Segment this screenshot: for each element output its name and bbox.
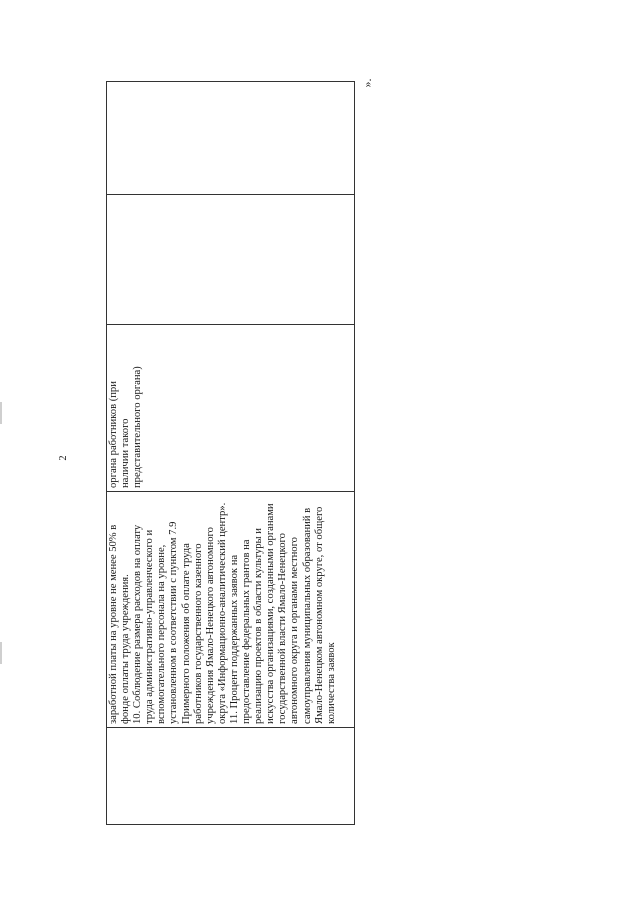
table-cell-empty [107, 195, 355, 325]
text-line: округа «Информационно-аналитический центр». [216, 502, 228, 724]
text-line: количества заявок [325, 642, 337, 724]
text-line: работников государственного казенного [192, 543, 204, 724]
text-line: 11. Процент поддержанных заявок на [228, 554, 240, 724]
text-line: предоставление федеральных грантов на [241, 539, 253, 724]
scan-edge-mark [0, 642, 2, 664]
table-cell-empty [107, 82, 355, 195]
scan-edge-mark [0, 402, 2, 424]
rotated-table [106, 81, 355, 825]
text-line: установленном в соответствии с пунктом 7.9 [168, 521, 180, 724]
text-line: 10. Соблюдение размера расходов на оплату [132, 524, 144, 724]
table-row [107, 82, 355, 825]
text-line: представительного органа) [132, 366, 144, 488]
text-line: самоуправления муниципальных образований в [301, 507, 313, 724]
text-line: учреждения Ямало-Ненецкого автономного [204, 527, 216, 724]
text-line: органа работников (при [108, 381, 119, 488]
table-cell-indicators [107, 492, 355, 728]
indicators-text [108, 495, 338, 724]
text-line: заработной платы на уровне не менее 50% в [108, 524, 119, 724]
text-line: труда административно-управленческого и [144, 529, 156, 724]
table-cell-empty [107, 728, 355, 825]
text-line: государственной власти Ямало-Ненецкого [277, 533, 289, 724]
text-line: фонде оплаты труда учреждения. [120, 574, 132, 724]
page-number: 2 [58, 455, 69, 461]
text-line: автономного округа и органами местного [289, 537, 301, 724]
text-line: реализацию проектов в области культуры и [253, 528, 265, 724]
text-line: наличии такого [120, 418, 132, 488]
closing-quote-mark: ». [360, 78, 374, 88]
table-cell-approval [107, 325, 355, 492]
text-line: искусства организациями, созданными органами [265, 503, 277, 724]
approval-text [108, 328, 144, 488]
text-line: Ямало-Ненецком автономном округе, от общего [313, 506, 325, 724]
text-line: Примерного положения об оплате труда [180, 543, 192, 724]
text-line: вспомогательного персонала на уровне, [156, 544, 168, 724]
